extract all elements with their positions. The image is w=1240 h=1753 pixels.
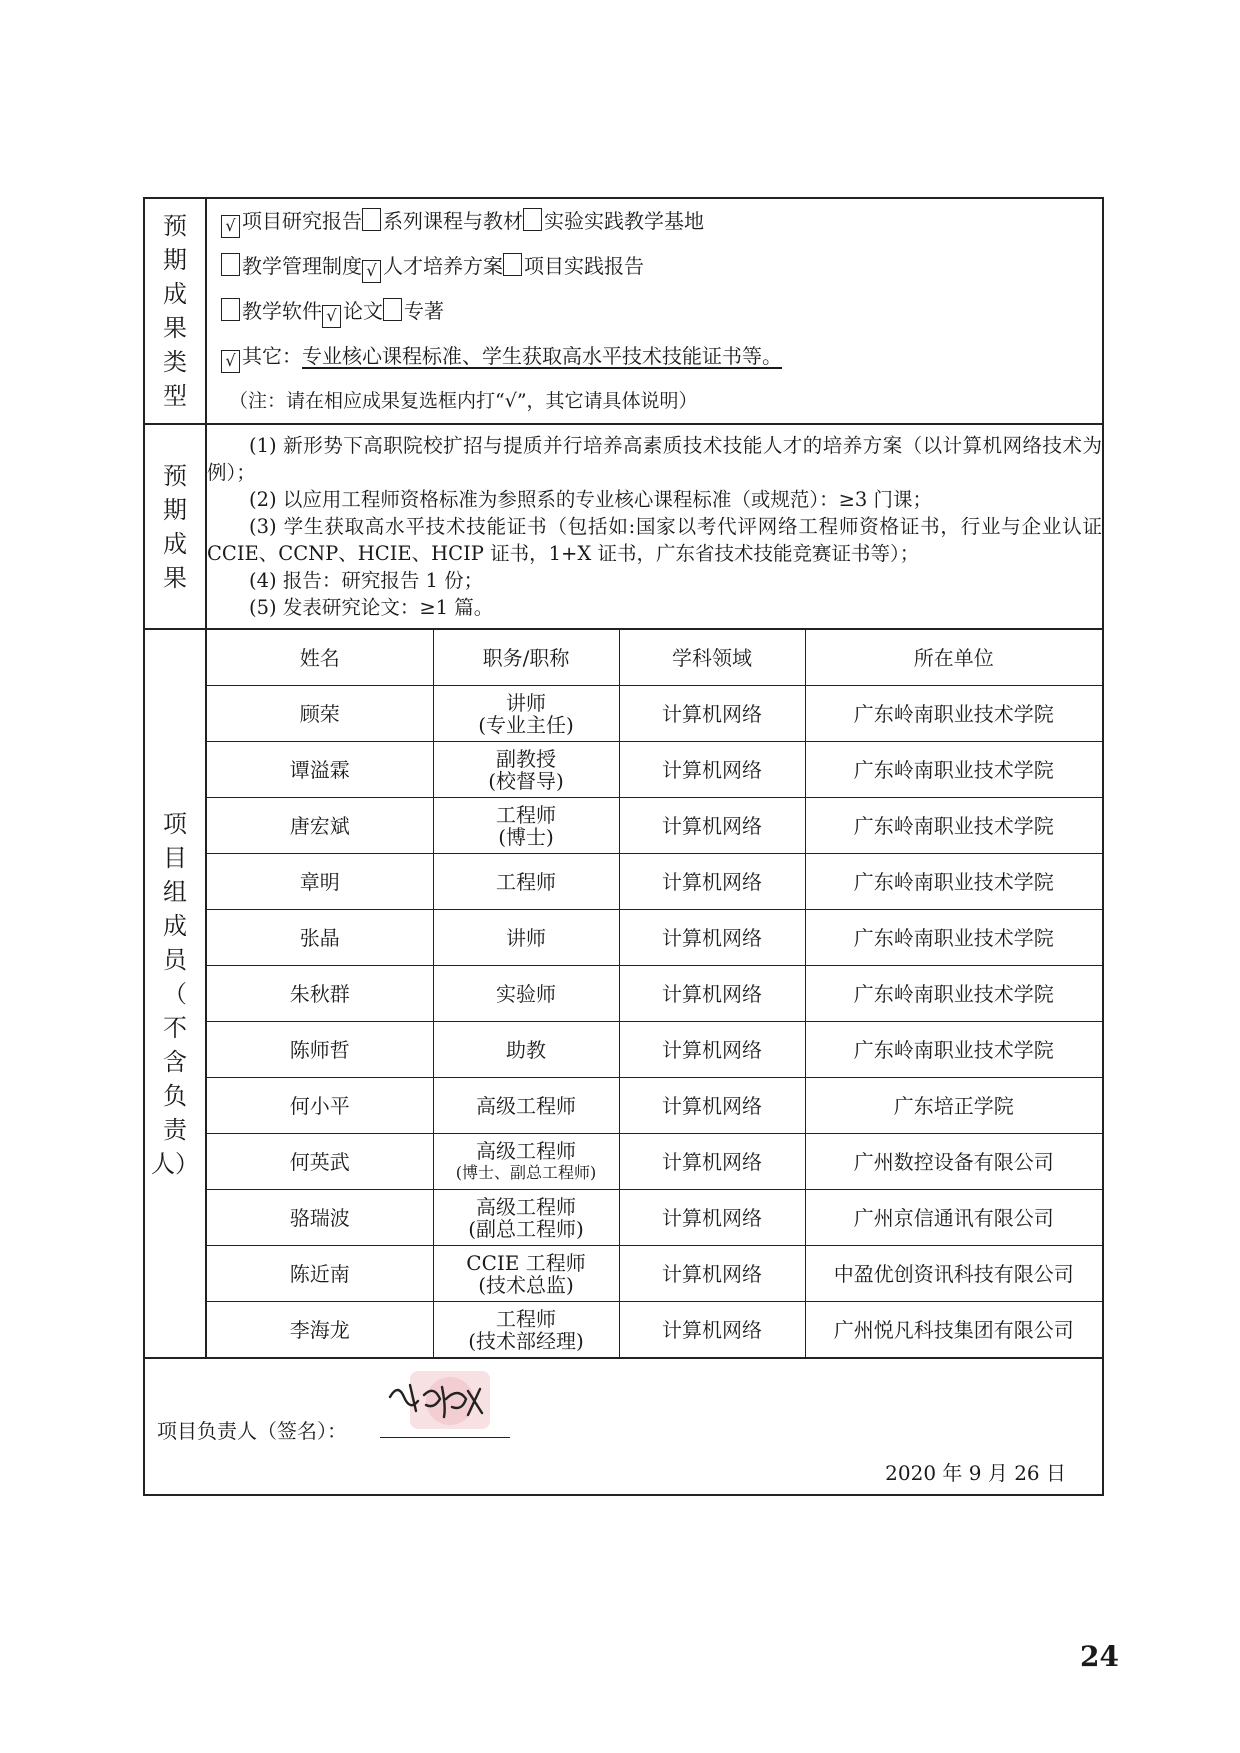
expected-result-item: (3) 学生获取高水平技术技能证书（包括如:国家以考代评网络工程师资格证书，行业与企业认证 CCIE、CCNP、HCIE、HCIP 证书，1+X 证书，广东省技术技能竞赛证书等）； (207, 515, 1102, 565)
member-unit: 广东岭南职业技术学院 (805, 742, 1102, 798)
checkbox-option[interactable]: √ (322, 305, 341, 328)
member-field: 计算机网络 (619, 798, 805, 854)
member-field: 计算机网络 (619, 1190, 805, 1246)
member-row (207, 742, 1102, 798)
checkbox-option[interactable]: √ (362, 260, 381, 283)
member-unit: 广东岭南职业技术学院 (805, 1022, 1102, 1078)
expected-type-label-char: 期 (163, 246, 187, 274)
member-title (433, 798, 619, 854)
checkbox-option[interactable] (362, 208, 381, 231)
member-row (207, 798, 1102, 854)
members-label-char: 人） (151, 1149, 199, 1178)
member-row (207, 1078, 1102, 1134)
member-title (433, 686, 619, 742)
member-title-main: 工程师 (496, 1306, 556, 1331)
column-header: 所在单位 (805, 630, 1102, 686)
expected-type-label-char: 类 (163, 348, 187, 376)
type-other-line (207, 334, 1102, 379)
member-title-main: 高级工程师 (476, 1194, 576, 1219)
expected-result-item: (2) 以应用工程师资格标准为参照系的专业核心课程标准（或规范）：≥3 门课； (249, 488, 933, 511)
member-row (207, 1302, 1102, 1358)
members-label-char: 成 (163, 911, 187, 940)
signature-line (380, 1437, 510, 1438)
member-title-main: 助教 (506, 1037, 546, 1062)
checkbox-option-label: 系列课程与教材 (383, 209, 523, 233)
members-table (207, 630, 1102, 1357)
expected-results-content (206, 424, 1103, 629)
member-row (207, 1246, 1102, 1302)
signature-date: 2020 年 9 月 26 日 (885, 1461, 1066, 1485)
member-name: 顾荣 (207, 686, 433, 742)
expected-type-label (144, 198, 206, 424)
checkbox-option-label: 项目实践报告 (524, 254, 644, 278)
member-title (433, 1246, 619, 1302)
checkbox-option[interactable] (503, 253, 522, 276)
other-label: 其它： (242, 344, 302, 368)
member-title-main: 讲师 (506, 925, 546, 950)
member-name: 李海龙 (207, 1302, 433, 1358)
member-title-main: 讲师 (506, 690, 546, 715)
members-label-char: 项 (163, 809, 187, 838)
member-title-main: 工程师 (496, 869, 556, 894)
expected-result-item: (4) 报告：研究报告 1 份； (249, 569, 484, 592)
member-unit: 广东岭南职业技术学院 (805, 798, 1102, 854)
member-name: 何英武 (207, 1134, 433, 1190)
member-name: 骆瑞波 (207, 1190, 433, 1246)
member-title (433, 742, 619, 798)
members-label-char: 不 (163, 1013, 187, 1042)
member-title-main: 高级工程师 (476, 1093, 576, 1118)
member-title (433, 910, 619, 966)
member-title-sub: (技术总监) (478, 1272, 574, 1297)
member-title (433, 966, 619, 1022)
checkbox-option[interactable] (221, 298, 240, 321)
member-title-sub: (校督导) (488, 768, 564, 793)
member-title-main: 工程师 (496, 802, 556, 827)
member-title-sub: (博士) (498, 824, 554, 849)
member-field: 计算机网络 (619, 686, 805, 742)
member-title (433, 1134, 619, 1190)
member-title (433, 1190, 619, 1246)
expected-type-label-char: 果 (163, 314, 187, 342)
member-unit: 广州数控设备有限公司 (805, 1134, 1102, 1190)
member-unit: 广州京信通讯有限公司 (805, 1190, 1102, 1246)
member-field: 计算机网络 (619, 1302, 805, 1358)
expected-results-label-char: 预 (163, 461, 187, 490)
members-label-char: 组 (163, 877, 187, 906)
members-label-char: 责 (163, 1115, 187, 1144)
member-field: 计算机网络 (619, 1022, 805, 1078)
signature-label: 项目负责人（签名）： (157, 1419, 347, 1443)
member-row (207, 1022, 1102, 1078)
expected-type-label-char: 预 (163, 212, 187, 240)
expected-results-label-char: 成 (163, 529, 187, 558)
handwritten-signature-image (380, 1367, 510, 1435)
member-field: 计算机网络 (619, 966, 805, 1022)
column-header: 学科领域 (619, 630, 805, 686)
expected-results-label (144, 424, 206, 629)
member-unit: 中盈优创资讯科技有限公司 (805, 1246, 1102, 1302)
type-options-line-1 (207, 199, 1102, 244)
member-title-sub: (技术部经理) (468, 1328, 584, 1353)
member-title-main: 高级工程师 (476, 1138, 576, 1163)
checkbox-option[interactable]: √ (221, 215, 240, 238)
member-name: 何小平 (207, 1078, 433, 1134)
checkbox-option-label: 教学软件 (242, 299, 322, 323)
member-title-main: 副教授 (496, 746, 556, 771)
checkbox-option[interactable] (523, 208, 542, 231)
checkbox-option-label: 教学管理制度 (242, 254, 362, 278)
member-field: 计算机网络 (619, 742, 805, 798)
member-title (433, 1022, 619, 1078)
member-name: 唐宏斌 (207, 798, 433, 854)
member-title-sub: (专业主任) (478, 712, 574, 737)
member-field: 计算机网络 (619, 854, 805, 910)
member-row (207, 686, 1102, 742)
expected-result-item: (5) 发表研究论文：≥1 篇。 (249, 596, 494, 619)
type-note: （注：请在相应成果复选框内打“√”，其它请具体说明） (229, 390, 698, 412)
checkbox-other[interactable]: √ (221, 350, 240, 373)
type-options-line-2 (207, 244, 1102, 289)
member-title (433, 854, 619, 910)
signature-row (144, 1358, 1103, 1495)
member-field: 计算机网络 (619, 1078, 805, 1134)
member-title-sub: (博士、副总工程师) (455, 1162, 597, 1182)
member-field: 计算机网络 (619, 910, 805, 966)
signature-cell (144, 1358, 1103, 1495)
members-row (144, 629, 1103, 1358)
checkbox-option[interactable] (221, 253, 240, 276)
checkbox-option-label: 人才培养方案 (383, 254, 503, 278)
member-field: 计算机网络 (619, 1134, 805, 1190)
expected-type-content (206, 198, 1103, 424)
member-unit: 广州悦凡科技集团有限公司 (805, 1302, 1102, 1358)
expected-type-label-char: 型 (163, 382, 187, 410)
member-name: 朱秋群 (207, 966, 433, 1022)
member-row (207, 854, 1102, 910)
member-name: 陈近南 (207, 1246, 433, 1302)
members-header-row (207, 630, 1102, 686)
expected-results-label-char: 果 (163, 563, 187, 592)
members-label-char: 目 (163, 843, 187, 872)
member-row (207, 1134, 1102, 1190)
members-label-char: 负 (163, 1081, 187, 1110)
other-text: 专业核心课程标准、学生获取高水平技术技能证书等。 (302, 344, 782, 368)
member-unit: 广东岭南职业技术学院 (805, 910, 1102, 966)
member-field: 计算机网络 (619, 1246, 805, 1302)
members-label-char: （ (163, 979, 187, 1008)
checkbox-option[interactable] (383, 298, 402, 321)
member-title (433, 1078, 619, 1134)
page-number: 24 (1080, 1640, 1119, 1673)
member-title-main: 实验师 (496, 981, 556, 1006)
members-label-char: 员 (163, 945, 187, 974)
member-row (207, 966, 1102, 1022)
expected-type-row (144, 198, 1103, 424)
checkbox-option-label: 专著 (404, 299, 444, 323)
member-row (207, 1190, 1102, 1246)
expected-results-label-char: 期 (163, 495, 187, 524)
members-label (144, 629, 206, 1358)
member-title (433, 1302, 619, 1358)
member-name: 章明 (207, 854, 433, 910)
members-table-cell (206, 629, 1103, 1358)
member-title-sub: (副总工程师) (468, 1216, 584, 1241)
member-unit: 广东培正学院 (805, 1078, 1102, 1134)
member-row (207, 910, 1102, 966)
expected-result-item: (1) 新形势下高职院校扩招与提质并行培养高素质技术技能人才的培养方案（以计算机网络技术为例）； (207, 434, 1102, 484)
expected-results-row (144, 424, 1103, 629)
members-label-char: 含 (163, 1047, 187, 1076)
member-unit: 广东岭南职业技术学院 (805, 966, 1102, 1022)
member-name: 谭溢霖 (207, 742, 433, 798)
expected-type-label-char: 成 (163, 280, 187, 308)
member-name: 陈师哲 (207, 1022, 433, 1078)
checkbox-option-label: 项目研究报告 (242, 209, 362, 233)
member-name: 张晶 (207, 910, 433, 966)
column-header: 姓名 (207, 630, 433, 686)
member-unit: 广东岭南职业技术学院 (805, 854, 1102, 910)
application-form-table (143, 197, 1104, 1496)
column-header: 职务/职称 (433, 630, 619, 686)
checkbox-option-label: 实验实践教学基地 (544, 209, 704, 233)
member-unit: 广东岭南职业技术学院 (805, 686, 1102, 742)
member-title-main: CCIE 工程师 (466, 1250, 586, 1275)
type-options-line-3 (207, 289, 1102, 334)
checkbox-option-label: 论文 (343, 299, 383, 323)
